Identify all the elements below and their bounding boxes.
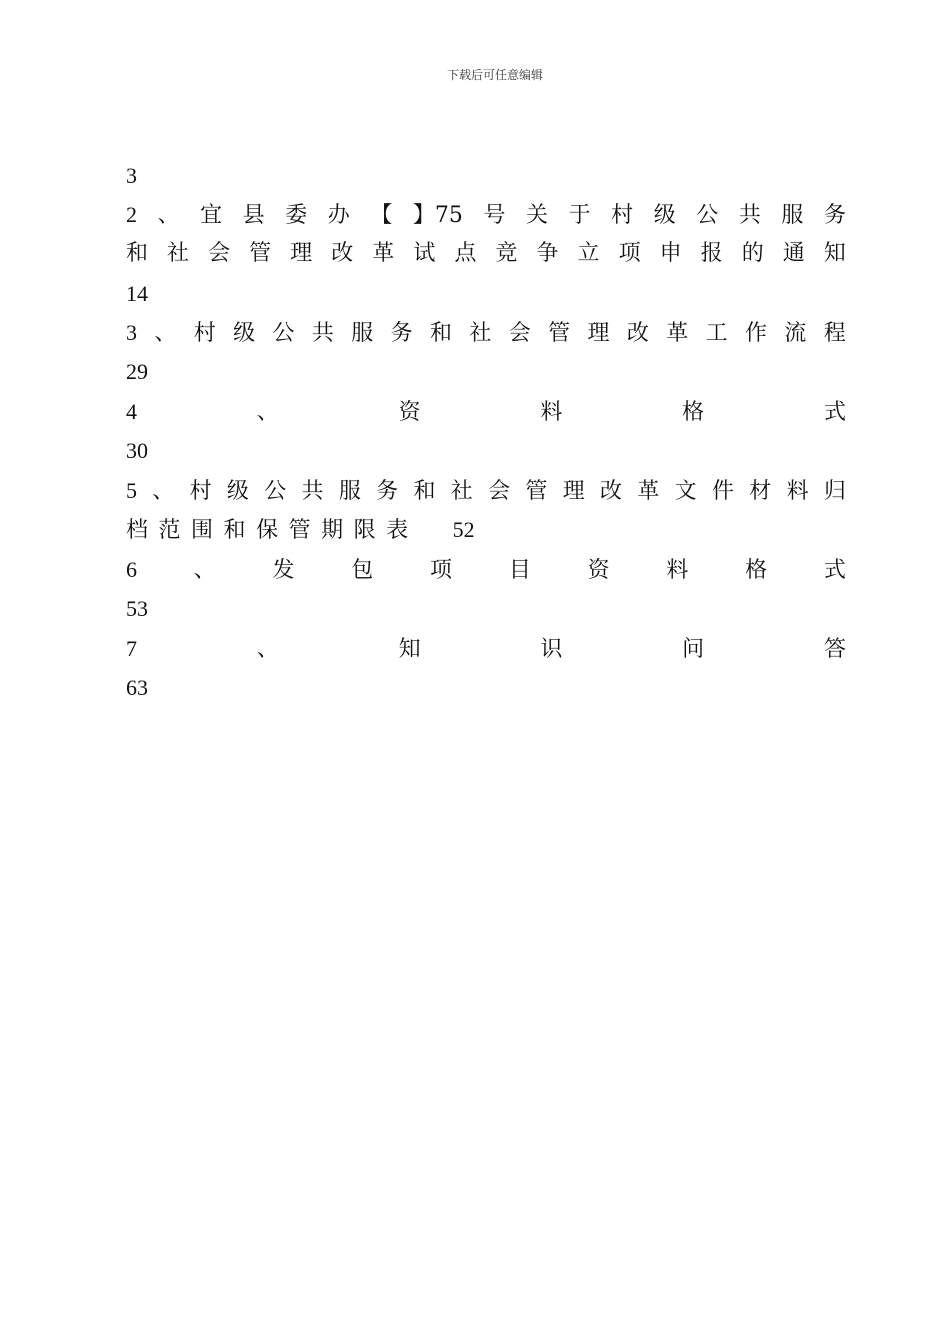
toc-char: 发 <box>272 558 295 583</box>
toc-char: 期 <box>321 518 344 543</box>
toc-char: 号 <box>483 203 506 228</box>
toc-separator: 、 <box>157 203 180 228</box>
toc-char: 料 <box>786 479 809 504</box>
toc-char: 管 <box>525 479 548 504</box>
toc-char: 革 <box>666 321 689 346</box>
toc-separator: 、 <box>256 400 279 425</box>
toc-char: 争 <box>536 241 559 266</box>
toc-char: 务 <box>823 203 846 228</box>
toc-char: 资 <box>398 400 421 425</box>
toc-char: 范 <box>158 518 181 543</box>
toc-char: 通 <box>782 241 805 266</box>
toc-char: 革 <box>637 479 660 504</box>
toc-char: 理 <box>587 321 610 346</box>
toc-item-5-line-1 <box>126 477 846 506</box>
toc-page-number: 14 <box>126 281 148 306</box>
toc-item-6-line-1 <box>126 556 846 585</box>
toc-char: 村 <box>189 479 212 504</box>
toc-char: 格 <box>682 400 705 425</box>
toc-char: 级 <box>653 203 676 228</box>
toc-item-2-line-1 <box>126 201 846 230</box>
toc-char: 共 <box>301 479 324 504</box>
toc-char: 社 <box>450 479 473 504</box>
toc-separator: 、 <box>152 479 175 504</box>
toc-char: 项 <box>430 558 453 583</box>
toc-char: 村 <box>611 203 634 228</box>
toc-char: 识 <box>540 637 563 662</box>
toc-char: 务 <box>390 321 413 346</box>
toc-page-number: 53 <box>126 596 148 621</box>
toc-char: 工 <box>705 321 728 346</box>
toc-char: 件 <box>711 479 734 504</box>
toc-char: 】75 <box>412 203 463 228</box>
toc-char: 式 <box>823 400 846 425</box>
toc-char: 材 <box>749 479 772 504</box>
toc-char: 村 <box>193 321 216 346</box>
toc-char: 试 <box>413 241 436 266</box>
toc-item-7-line-1 <box>126 635 846 664</box>
toc-page-number: 29 <box>126 359 148 384</box>
toc-char: 【 <box>370 203 393 228</box>
toc-char: 宜 <box>200 203 223 228</box>
toc-char: 表 <box>386 518 409 543</box>
toc-char: 管 <box>249 241 272 266</box>
toc-item-5-line-2 <box>126 516 846 545</box>
toc-separator: 、 <box>154 321 177 346</box>
toc-char: 和 <box>429 321 452 346</box>
toc-char: 公 <box>264 479 287 504</box>
toc-char: 围 <box>191 518 214 543</box>
toc-char: 办 <box>327 203 350 228</box>
toc-char: 和 <box>413 479 436 504</box>
toc-char: 服 <box>351 321 374 346</box>
toc-char: 改 <box>626 321 649 346</box>
toc-char: 包 <box>351 558 374 583</box>
toc-page-number: 30 <box>126 438 148 463</box>
toc-char: 申 <box>659 241 682 266</box>
toc-item-3-line-1 <box>126 319 846 348</box>
toc-char: 社 <box>469 321 492 346</box>
toc-char: 级 <box>233 321 256 346</box>
toc-item-number: 5 <box>126 478 137 503</box>
toc-char: 保 <box>256 518 279 543</box>
toc-char: 报 <box>700 241 723 266</box>
toc-char: 知 <box>398 637 421 662</box>
toc-char: 档 <box>126 518 149 543</box>
toc-char: 共 <box>738 203 761 228</box>
toc-char: 文 <box>674 479 697 504</box>
toc-char: 级 <box>226 479 249 504</box>
toc-page-number: 3 <box>126 163 137 188</box>
toc-char: 服 <box>781 203 804 228</box>
toc-char: 管 <box>548 321 571 346</box>
toc-char: 务 <box>376 479 399 504</box>
toc-char: 管 <box>288 518 311 543</box>
toc-separator: 、 <box>256 637 279 662</box>
toc-char: 资 <box>587 558 610 583</box>
toc-char: 点 <box>454 241 477 266</box>
toc-char: 知 <box>823 241 846 266</box>
toc-char: 归 <box>823 479 846 504</box>
toc-char: 目 <box>508 558 531 583</box>
toc-char: 公 <box>272 321 295 346</box>
toc-char: 理 <box>562 479 585 504</box>
toc-char: 共 <box>311 321 334 346</box>
toc-char: 会 <box>488 479 511 504</box>
toc-item-number: 7 <box>126 636 137 661</box>
toc-char: 会 <box>508 321 531 346</box>
toc-char: 委 <box>285 203 308 228</box>
toc-char: 公 <box>696 203 719 228</box>
toc-char: 料 <box>666 558 689 583</box>
toc-item-number: 3 <box>126 320 137 345</box>
toc-char: 于 <box>568 203 591 228</box>
toc-char: 和 <box>126 241 149 266</box>
toc-char: 立 <box>577 241 600 266</box>
toc-page-number: 63 <box>126 675 148 700</box>
toc-char: 流 <box>784 321 807 346</box>
toc-char: 问 <box>682 637 705 662</box>
toc-item-number: 6 <box>126 557 137 582</box>
toc-char: 关 <box>526 203 549 228</box>
toc-item-4-line-1 <box>126 398 846 427</box>
toc-char: 格 <box>745 558 768 583</box>
toc-char: 革 <box>372 241 395 266</box>
toc-item-2-line-2 <box>126 240 846 268</box>
toc-char: 县 <box>242 203 265 228</box>
toc-char: 理 <box>290 241 313 266</box>
toc-char: 程 <box>823 321 846 346</box>
toc-char: 作 <box>744 321 767 346</box>
toc-char: 限 <box>353 518 376 543</box>
toc-page-number: 52 <box>452 517 475 542</box>
toc-separator: 、 <box>193 558 216 583</box>
toc-item-number: 2 <box>126 202 137 227</box>
toc-char: 料 <box>540 400 563 425</box>
toc-char: 社 <box>167 241 190 266</box>
toc-char: 竞 <box>495 241 518 266</box>
toc-char: 改 <box>600 479 623 504</box>
toc-char: 答 <box>823 637 846 662</box>
toc-char: 的 <box>741 241 764 266</box>
page-header: 下载后可任意编辑 <box>446 68 543 82</box>
toc-char: 改 <box>331 241 354 266</box>
toc-char: 式 <box>823 558 846 583</box>
toc-char: 和 <box>223 518 246 543</box>
toc-char: 会 <box>208 241 231 266</box>
toc-item-number: 4 <box>126 399 137 424</box>
toc-char: 项 <box>618 241 641 266</box>
toc-char: 服 <box>338 479 361 504</box>
